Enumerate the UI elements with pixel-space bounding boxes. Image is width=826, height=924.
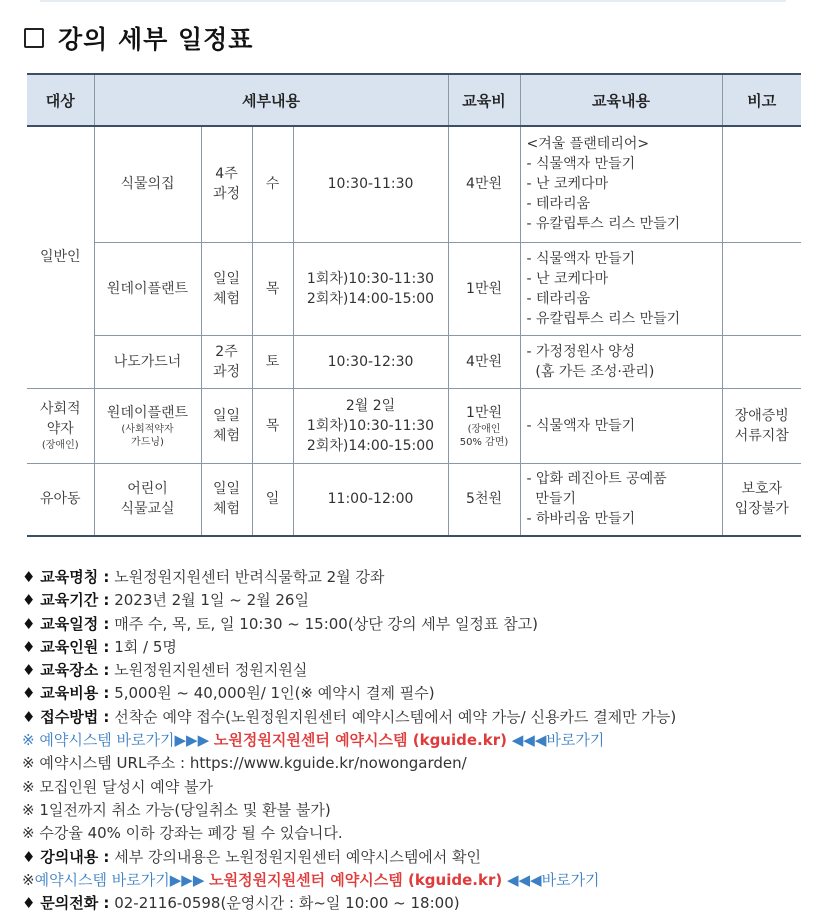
info-schedule bbox=[22, 613, 822, 636]
note-full: ※ 모집인원 달성시 예약 불가 bbox=[22, 777, 214, 796]
time: 2월 2일 1회차)10:30-11:30 2회차)14:00-15:00 bbox=[293, 388, 448, 463]
info-content bbox=[22, 846, 822, 869]
content: - 식물액자 만들기 bbox=[520, 388, 722, 463]
info-label: 문의전화 : bbox=[40, 894, 110, 913]
program-name: 나도가드너 bbox=[94, 335, 201, 388]
group-line1: 사회적 bbox=[39, 401, 81, 417]
note-cancel2: ※ 수강율 40% 이하 강좌는 폐강 될 수 있습니다. bbox=[22, 824, 343, 843]
bullet-icon: ♦ bbox=[22, 568, 36, 586]
weekday: 토 bbox=[252, 335, 293, 388]
info-apply bbox=[22, 706, 822, 729]
reservation-link-row-2 bbox=[22, 869, 822, 892]
fee: 1만원 bbox=[448, 242, 520, 335]
bullet-icon: ♦ bbox=[22, 614, 36, 633]
info-label: 교육인원 : bbox=[40, 637, 110, 656]
header-target: 대상 bbox=[27, 74, 94, 126]
info-place bbox=[22, 659, 822, 682]
header-fee: 교육비 bbox=[448, 74, 520, 126]
info-cost bbox=[22, 682, 822, 705]
fee-sub: (장애인 50% 감면) bbox=[459, 423, 509, 448]
header-note: 비고 bbox=[722, 74, 801, 126]
info-label: 강의내용 : bbox=[40, 847, 110, 866]
header-details: 세부내용 bbox=[94, 74, 448, 126]
info-value: 02-2116-0598(운영시간 : 화~일 10:00 ~ 18:00) bbox=[114, 894, 460, 913]
info-value: 노원정원지원센터 정원지원실 bbox=[114, 661, 308, 680]
info-name bbox=[22, 566, 822, 589]
program-name: 원데이플랜트 bbox=[94, 242, 201, 335]
table-row bbox=[27, 242, 801, 335]
info-label: 교육일정 : bbox=[40, 614, 110, 633]
program-name: 어린이 식물교실 bbox=[94, 463, 201, 536]
table-row bbox=[27, 126, 801, 242]
bullet-icon: ♦ bbox=[22, 707, 36, 726]
fee: 4만원 bbox=[448, 126, 520, 242]
duration: 일일 체험 bbox=[201, 463, 252, 536]
note-url: ※ 예약시스템 URL주소 : https://www.kguide.kr/nowongarden/ bbox=[22, 754, 467, 773]
info-value: 세부 강의내용은 노원정원지원센터 예약시스템에서 확인 bbox=[114, 847, 482, 866]
content: <겨울 플랜테리어> - 식물액자 만들기 - 난 코케다마 - 테라리움 - 유칼립투스 리스 만들기 bbox=[520, 126, 722, 242]
program-cell bbox=[94, 388, 201, 463]
info-value: 5,000원 ~ 40,000원/ 1인(※ 예약시 결제 필수) bbox=[114, 684, 435, 703]
info-label: 교육장소 : bbox=[40, 661, 110, 680]
program-name: 식물의집 bbox=[94, 126, 201, 242]
info-capacity bbox=[22, 636, 822, 659]
duration: 2주 과정 bbox=[201, 335, 252, 388]
link-prefix: ※ bbox=[22, 870, 35, 889]
program-name: 원데이플랜트 bbox=[106, 404, 189, 421]
section-heading bbox=[24, 20, 253, 56]
reservation-shortcut-link-back[interactable]: ◀◀◀바로가기 bbox=[506, 870, 600, 889]
info-section bbox=[22, 566, 822, 915]
reservation-system-link[interactable]: 노원정원지원센터 예약시스템 (kguide.kr) bbox=[209, 870, 503, 889]
info-value: 2023년 2월 1일 ~ 2월 26일 bbox=[114, 591, 309, 610]
info-value: 노원정원지원센터 반려식물학교 2월 강좌 bbox=[114, 568, 385, 586]
fee: 5천원 bbox=[448, 463, 520, 536]
bullet-icon: ♦ bbox=[22, 661, 36, 680]
info-period bbox=[22, 589, 822, 612]
duration: 4주 과정 bbox=[201, 126, 252, 242]
bullet-icon: ♦ bbox=[22, 637, 36, 656]
time: 10:30-12:30 bbox=[293, 335, 448, 388]
weekday: 목 bbox=[252, 242, 293, 335]
time: 10:30-11:30 bbox=[293, 126, 448, 242]
note bbox=[722, 335, 801, 388]
time: 1회차)10:30-11:30 2회차)14:00-15:00 bbox=[293, 242, 448, 335]
reservation-system-link[interactable]: 노원정원지원센터 예약시스템 (kguide.kr) bbox=[213, 731, 507, 750]
time: 11:00-12:00 bbox=[293, 463, 448, 536]
note-cancel: ※ 1일전까지 취소 가능(당일취소 및 환불 불가) bbox=[22, 800, 331, 819]
info-label: 교육비용 : bbox=[40, 684, 110, 703]
info-label: 교육명칭 : bbox=[40, 568, 110, 586]
table-header-row bbox=[27, 74, 801, 126]
group-note: (장애인) bbox=[41, 440, 79, 451]
link-prefix: ※ bbox=[22, 731, 40, 750]
bullet-icon: ♦ bbox=[22, 894, 36, 913]
content: - 압화 레진아트 공예품 만들기 - 하바리움 만들기 bbox=[520, 463, 722, 536]
info-value: 매주 수, 목, 토, 일 10:30 ~ 15:00(상단 강의 세부 일정표 참고) bbox=[114, 614, 539, 633]
info-label: 접수방법 : bbox=[40, 707, 110, 726]
schedule-table bbox=[27, 73, 801, 537]
table-row bbox=[27, 388, 801, 463]
checkbox-icon bbox=[24, 28, 44, 48]
note bbox=[722, 242, 801, 335]
info-label: 교육기간 : bbox=[40, 591, 110, 610]
program-sub: (사회적약자 가드닝) bbox=[121, 423, 174, 448]
weekday: 목 bbox=[252, 388, 293, 463]
group-children: 유아동 bbox=[27, 463, 94, 536]
info-value: 선착순 예약 접수(노원정원지원센터 예약시스템에서 예약 가능/ 신용카드 결제만 가능) bbox=[114, 707, 677, 726]
reservation-shortcut-link-back[interactable]: ◀◀◀바로가기 bbox=[511, 731, 605, 750]
note: 장애증빙 서류지참 bbox=[722, 388, 801, 463]
fee: 1만원 bbox=[466, 404, 503, 421]
note bbox=[722, 126, 801, 242]
table-row bbox=[27, 335, 801, 388]
info-phone bbox=[22, 892, 822, 915]
bullet-icon: ♦ bbox=[22, 684, 36, 703]
reservation-shortcut-link[interactable]: 예약시스템 바로가기▶▶▶ bbox=[39, 731, 210, 750]
note: 보호자 입장불가 bbox=[722, 463, 801, 536]
fee: 4만원 bbox=[448, 335, 520, 388]
table-row bbox=[27, 463, 801, 536]
group-vulnerable bbox=[27, 388, 94, 463]
content: - 가정정원사 양성 (홈 가든 조성·관리) bbox=[520, 335, 722, 388]
bullet-icon: ♦ bbox=[22, 847, 36, 866]
weekday: 일 bbox=[252, 463, 293, 536]
group-line2: 약자 bbox=[46, 421, 74, 437]
bullet-icon: ♦ bbox=[22, 591, 36, 610]
content: - 식물액자 만들기 - 난 코케다마 - 테라리움 - 유칼립투스 리스 만들기 bbox=[520, 242, 722, 335]
group-general: 일반인 bbox=[27, 126, 94, 388]
duration: 일일 체험 bbox=[201, 242, 252, 335]
header-content: 교육내용 bbox=[520, 74, 722, 126]
duration: 일일 체험 bbox=[201, 388, 252, 463]
top-divider bbox=[40, 0, 786, 2]
reservation-link-row bbox=[22, 729, 822, 752]
info-value: 1회 / 5명 bbox=[114, 637, 177, 656]
heading-text: 강의 세부 일정표 bbox=[58, 25, 254, 54]
reservation-shortcut-link[interactable]: 예약시스템 바로가기▶▶▶ bbox=[34, 870, 205, 889]
fee-cell bbox=[448, 388, 520, 463]
weekday: 수 bbox=[252, 126, 293, 242]
